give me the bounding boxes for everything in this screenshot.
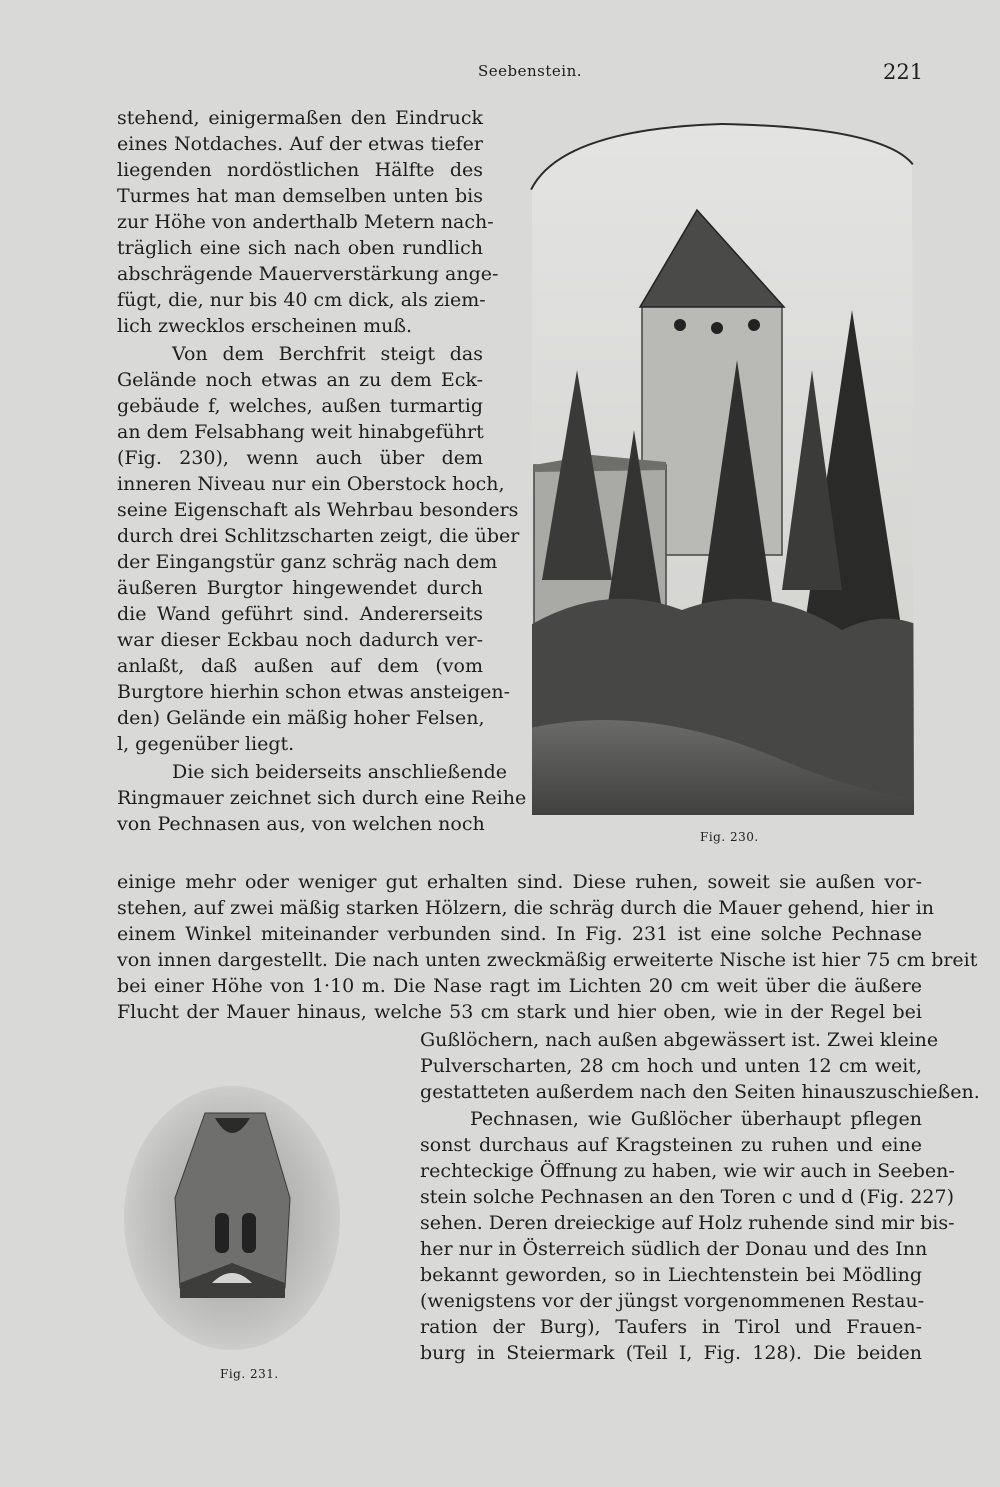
text-line: burg in Steiermark (Teil I, Fig. 128). Die beiden <box>420 1342 922 1364</box>
text-line: war dieser Eckbau noch dadurch ver- <box>117 629 483 651</box>
text-line: bekannt geworden, so in Liechtenstein bei Mödling <box>420 1264 922 1286</box>
text-line: Turmes hat man demselben unten bis <box>117 185 483 207</box>
fig231-pechnase-illustration <box>120 1078 345 1358</box>
text-line: bei einer Höhe von 1·10 m. Die Nase ragt im Lichten 20 cm weit über die äußere <box>117 975 922 997</box>
page-number: 221 <box>883 60 924 84</box>
text-line: den) Gelände ein mäßig hoher Felsen, <box>117 707 485 729</box>
text-line: fügt, die, nur bis 40 cm dick, als ziem- <box>117 289 486 311</box>
text-line: durch drei Schlitzscharten zeigt, die über <box>117 525 520 547</box>
text-line: inneren Niveau nur ein Oberstock hoch, <box>117 473 505 495</box>
text-line: Flucht der Mauer hinaus, welche 53 cm stark und hier oben, wie in der Regel bei <box>117 1001 922 1023</box>
fig231-caption: Fig. 231. <box>220 1367 279 1381</box>
text-line: stehen, auf zwei mäßig starken Hölzern, die schräg durch die Mauer gehend, hier in <box>117 897 935 919</box>
text-line: sonst durchaus auf Kragsteinen zu ruhen und eine <box>420 1134 922 1156</box>
text-line: gebäude f, welches, außen turmartig <box>117 395 483 417</box>
text-line: her nur in Österreich südlich der Donau und des Inn <box>420 1238 928 1260</box>
text-line: seine Eigenschaft als Wehrbau besonders <box>117 499 519 521</box>
text-line: stein solche Pechnasen an den Toren c und d (Fig. 227) <box>420 1186 954 1208</box>
text-line: träglich eine sich nach oben rundlich <box>117 237 483 259</box>
text-line: gestatteten außerdem nach den Seiten hinauszuschießen. <box>420 1081 980 1103</box>
text-line: die Wand geführt sind. Andererseits <box>117 603 483 625</box>
text-line: Burgtore hierhin schon etwas ansteigen- <box>117 681 511 703</box>
running-title: Seebenstein. <box>478 62 582 80</box>
text-line: liegenden nordöstlichen Hälfte des <box>117 159 483 181</box>
text-line: Ringmauer zeichnet sich durch eine Reihe <box>117 787 527 809</box>
text-line: von innen dargestellt. Die nach unten zweckmäßig erweiterte Nische ist hier 75 cm breit <box>117 949 978 971</box>
text-line: an dem Felsabhang weit hinabgeführt <box>117 421 484 443</box>
text-line: Die sich beiderseits anschließende <box>172 761 507 783</box>
text-line: Pechnasen, wie Gußlöcher überhaupt pflegen <box>470 1108 922 1130</box>
fig230-caption: Fig. 230. <box>700 830 759 844</box>
text-line: einige mehr oder weniger gut erhalten sind. Diese ruhen, soweit sie außen vor- <box>117 871 922 893</box>
text-line: einem Winkel miteinander verbunden sind. In Fig. 231 ist eine solche Pechnase <box>117 923 922 945</box>
text-line: rechteckige Öffnung zu haben, wie wir auch in Seeben- <box>420 1160 955 1182</box>
text-line: (wenigstens vor der jüngst vorgenommenen Restau- <box>420 1290 925 1312</box>
text-line: Von dem Berchfrit steigt das <box>172 343 483 365</box>
text-line: stehend, einigermaßen den Eindruck <box>117 107 483 129</box>
text-line: sehen. Deren dreieckige auf Holz ruhende sind mir bis- <box>420 1212 955 1234</box>
text-line: (Fig. 230), wenn auch über dem <box>117 447 483 469</box>
text-line: Gelände noch etwas an zu dem Eck- <box>117 369 483 391</box>
text-line: eines Notdaches. Auf der etwas tiefer <box>117 133 483 155</box>
text-line: der Eingangstür ganz schräg nach dem <box>117 551 498 573</box>
text-line: ration der Burg), Taufers in Tirol und Frauen- <box>420 1316 922 1338</box>
text-line: abschrägende Mauerverstärkung ange- <box>117 263 499 285</box>
fig230-castle-illustration <box>522 110 918 825</box>
text-line: l, gegenüber liegt. <box>117 733 295 755</box>
text-line: lich zwecklos erscheinen muß. <box>117 315 413 337</box>
text-line: zur Höhe von anderthalb Metern nach- <box>117 211 494 233</box>
text-line: anlaßt, daß außen auf dem (vom <box>117 655 483 677</box>
text-line: Pulverscharten, 28 cm hoch und unten 12 cm weit, <box>420 1055 922 1077</box>
text-line: von Pechnasen aus, von welchen noch <box>117 813 485 835</box>
text-line: äußeren Burgtor hingewendet durch <box>117 577 483 599</box>
text-line: Gußlöchern, nach außen abgewässert ist. Zwei kleine <box>420 1029 939 1051</box>
